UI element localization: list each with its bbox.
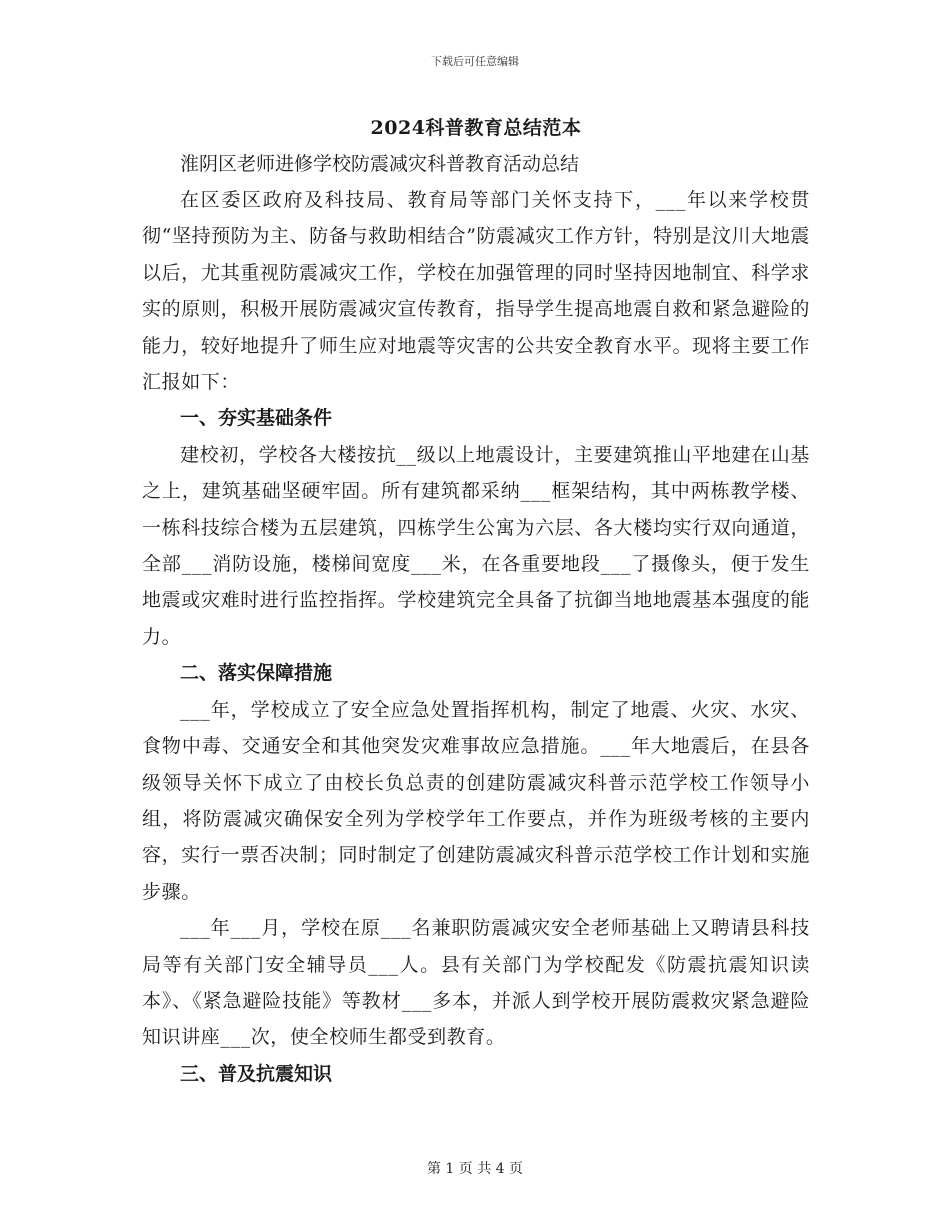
section-1-paragraph-1: 建校初，学校各大楼按抗__级以上地震设计，主要建筑推山平地建在山基之上，建筑基础坚硬牢固。所有建筑都采纳___框架结构，其中两栋教学楼、一栋科技综合楼为五层建筑，四栋学生公寓为六层、各大楼均实行双向通道，全部___消防设施，楼梯间宽度___米，在各重要地段___了摄像头，便于发生地震或灾难时进行监控指挥。学校建筑完全具备了抗御当地地震基本强度的能力。 xyxy=(142,443,810,648)
document-title: 2024科普教育总结范本 xyxy=(370,117,582,139)
document-subtitle: 淮阴区老师进修学校防震减灾科普教育活动总结 xyxy=(180,153,580,175)
header-note: 下载后可任意编辑 xyxy=(431,55,519,68)
section-2-paragraph-2: ___年___月，学校在原___名兼职防震减灾安全老师基础上又聘请县科技局等有关部门安全辅导员___人。县有关部门为学校配发《防震抗震知识读本》、《紧急避险技能》等教材___多本，并派人到学校开展防震救灾紧急避险知识讲座___次，使全校师生都受到教育。 xyxy=(142,917,810,1049)
page-indicator: 第 1 页 共 4 页 xyxy=(426,1161,524,1177)
document-body xyxy=(142,110,810,1092)
section-heading-2: 二、落实保障措施 xyxy=(180,662,333,685)
section-heading-3: 三、普及抗震知识 xyxy=(180,1062,333,1085)
intro-paragraph: 在区委区政府及科技局、教育局等部门关怀支持下，___年以来学校贯彻“坚持预防为主、防备与救助相结合”防震减灾工作方针，特别是汶川大地震以后，尤其重视防震减灾工作，学校在加强管理的同时坚持因地制宜、科学求实的原则，积极开展防震减灾宣传教育，指导学生提高地震自救和紧急避险的能力，较好地提升了师生应对地震等灾害的公共安全教育水平。现将主要工作汇报如下： xyxy=(142,189,810,394)
section-2-paragraph-1: ___年，学校成立了安全应急处置指挥机构，制定了地震、火灾、水灾、食物中毒、交通安全和其他突发灾难事故应急措施。___年大地震后，在县各级领导关怀下成立了由校长负总责的创建防震减灾科普示范学校工作领导小组，将防震减灾确保安全列为学校学年工作要点，并作为班级考核的主要内容，实行一票否决制；同时制定了创建防震减灾科普示范学校工作计划和实施步骤。 xyxy=(142,698,810,903)
section-heading-1: 一、夯实基础条件 xyxy=(180,407,333,430)
